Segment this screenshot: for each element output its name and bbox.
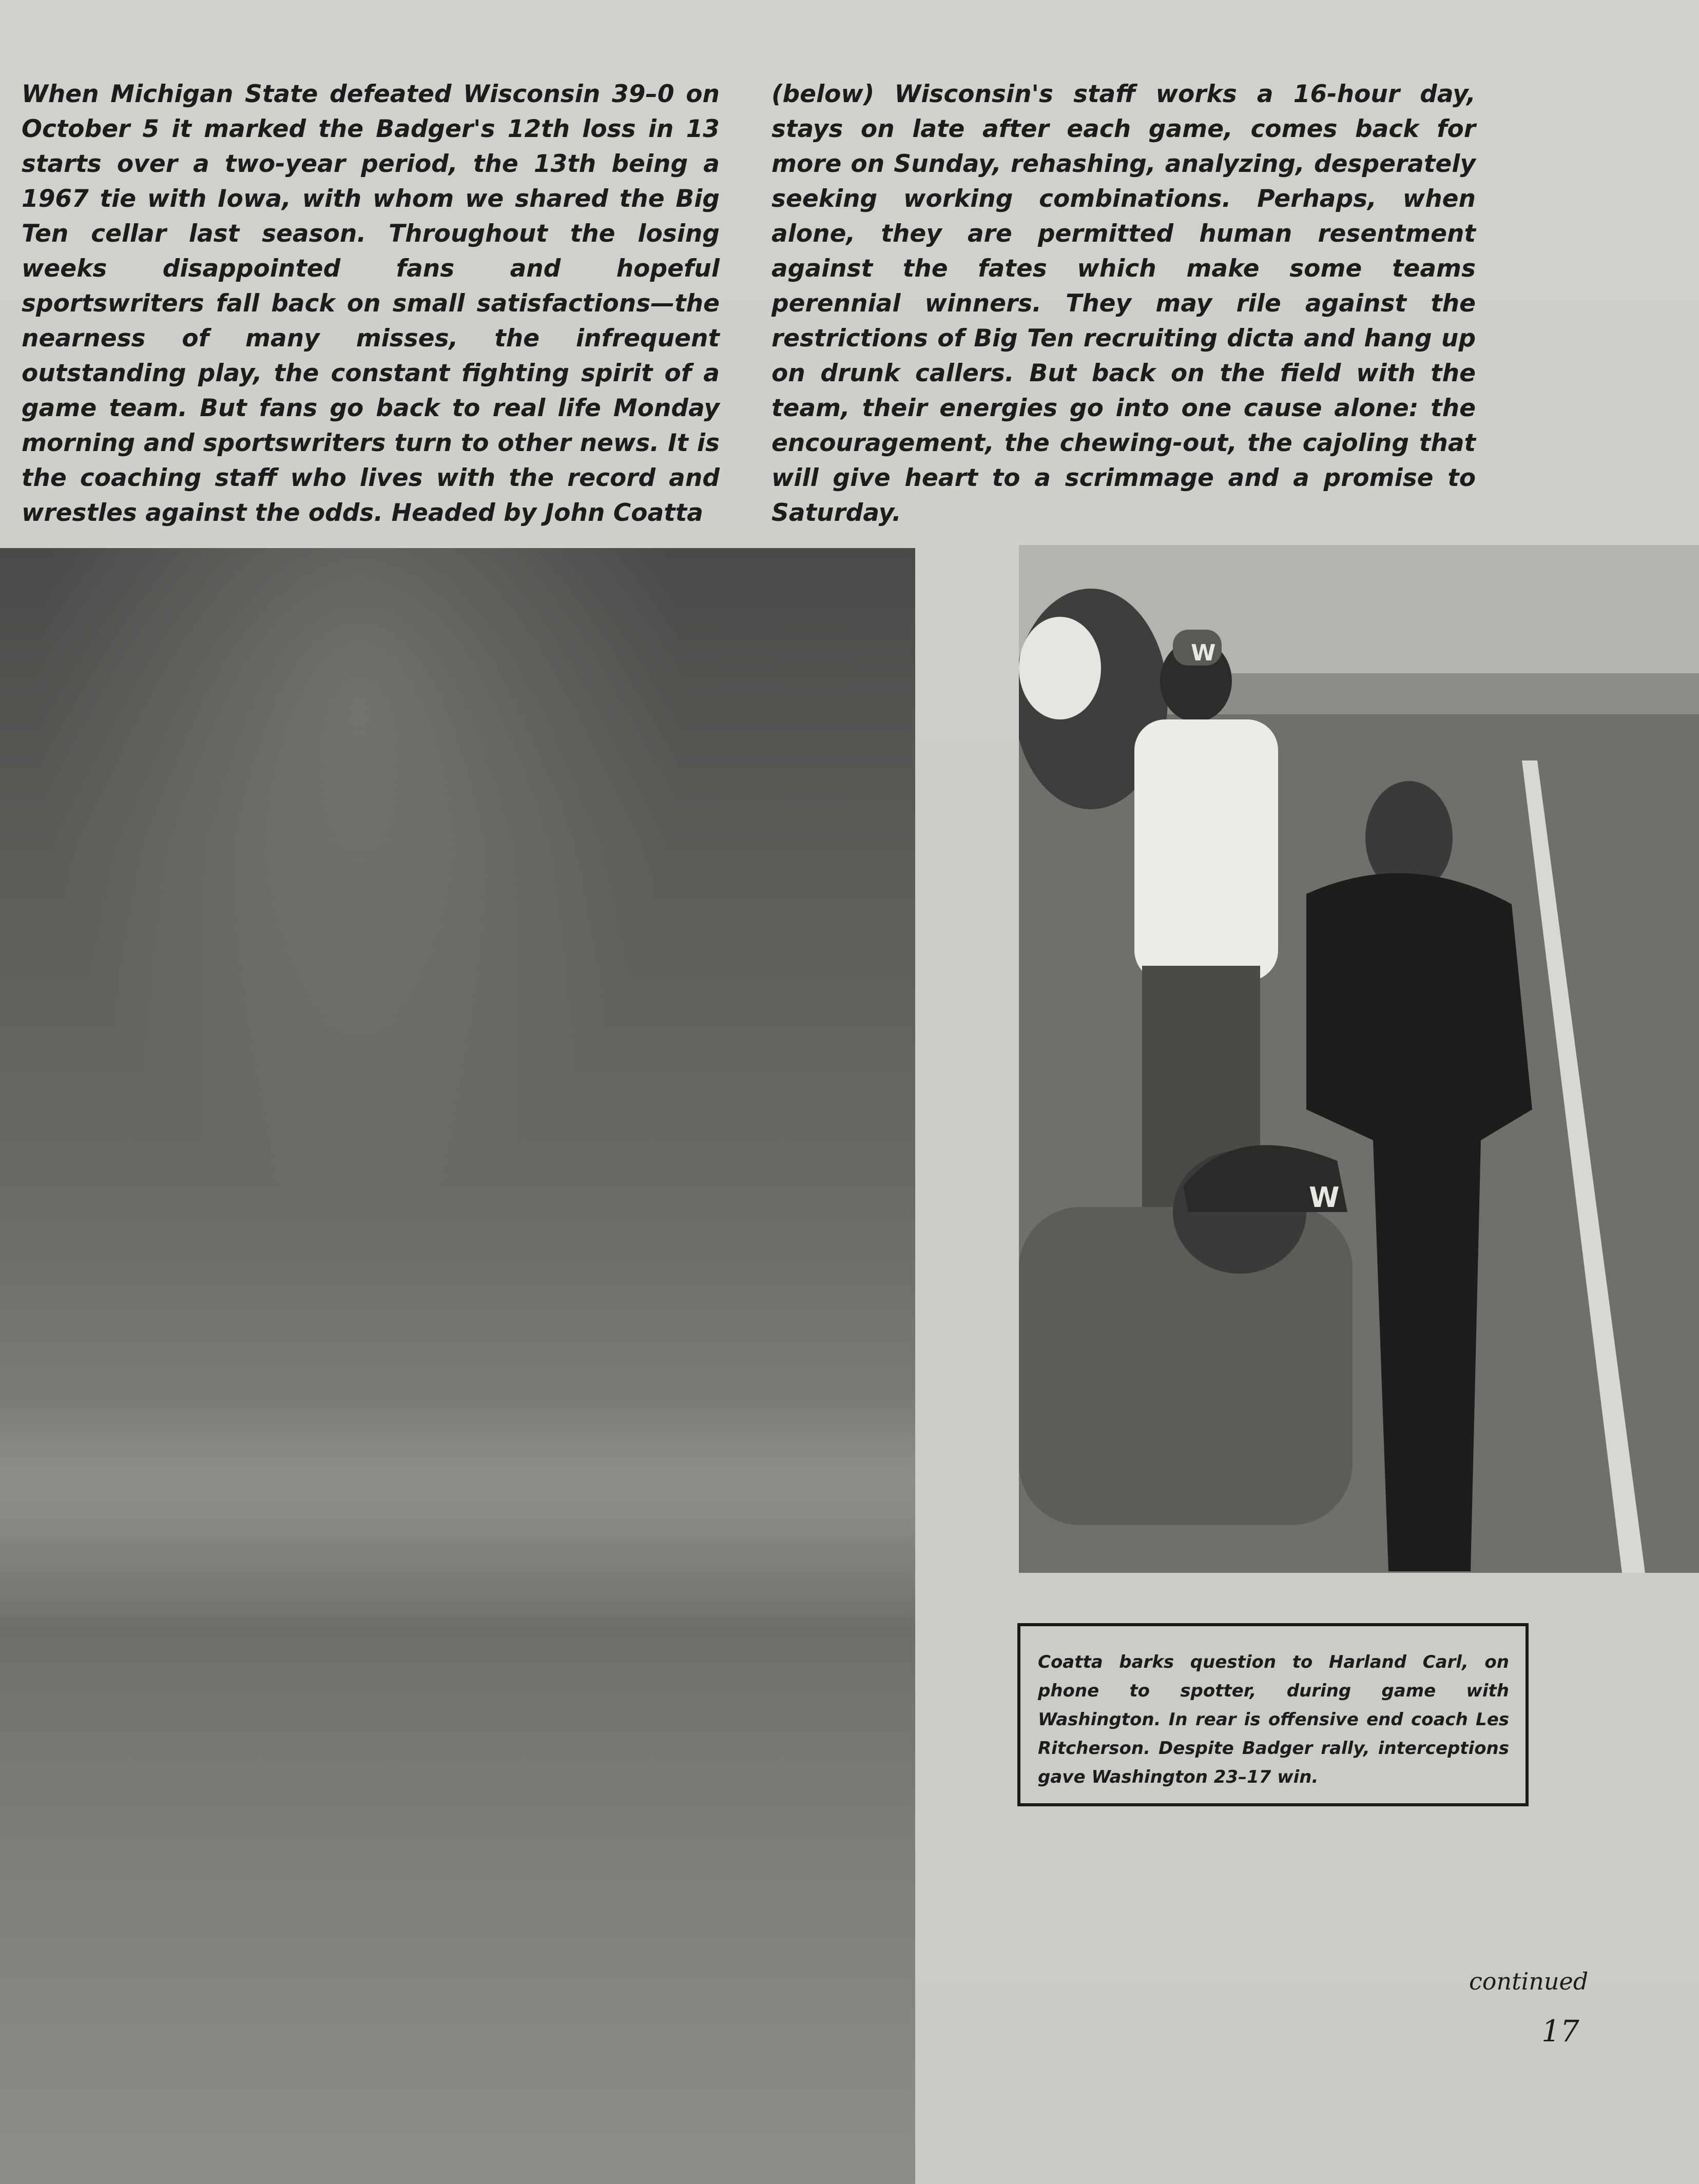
page-number: 17	[1541, 2014, 1579, 2049]
sideline-coaches-photo	[1019, 545, 1699, 1573]
article-column-right: (below) Wisconsin's staff works a 16-hour day, stays on late after each game, comes back for more on Sunday, rehashing, analyzing, desperately seeking working combinations. Perhaps, when alone, they are permitted human resentment against the fates which make some teams perennial winners. They may rile against the restrictions of Big Ten recruiting dicta and hang up on drunk callers. But back on the field with the team, their energies go into one cause alone: the encouragement, the chewing-out, the cajoling that will give heart to a scrimmage and a promise to Saturday.	[771, 80, 1476, 527]
helmet-decal	[1019, 617, 1101, 719]
cap-letter-front: W	[1309, 1181, 1340, 1214]
article-column-left: When Michigan State defeated Wisconsin 39–0 on October 5 it marked the Badger's 12th loss in 13 starts over a two-year period, the 13th being a 1967 tie with Iowa, with whom we shared the Big Ten cellar last season. Throughout the losing weeks disappointed fans and hopeful sportswriters fall back on small satisfactions—the nearness of many misses, the infrequent outstanding play, the constant fighting spirit of a game team. But fans go back to real life Monday morning and sportswriters turn to other news. It is the coaching staff who lives with the record and wrestles against the odds. Headed by John Coatta	[22, 80, 720, 527]
continued-label: continued	[1469, 1967, 1589, 1995]
photo-caption: Coatta barks question to Harland Carl, on phone to spotter, during game with Washington. In rear is offensive end coach Les Ritcherson. Despite Badger rally, interceptions gave Washington 23–17 win.	[1017, 1623, 1529, 1806]
sideline-photo-drawing	[1019, 545, 1699, 1573]
white-shirt	[1134, 719, 1278, 981]
cap-letter-back: W	[1191, 640, 1216, 666]
blurred-stadium-photo	[0, 548, 915, 2184]
blurred-photo-band	[0, 1396, 915, 1611]
jacket-front-coach	[1019, 1207, 1353, 1525]
